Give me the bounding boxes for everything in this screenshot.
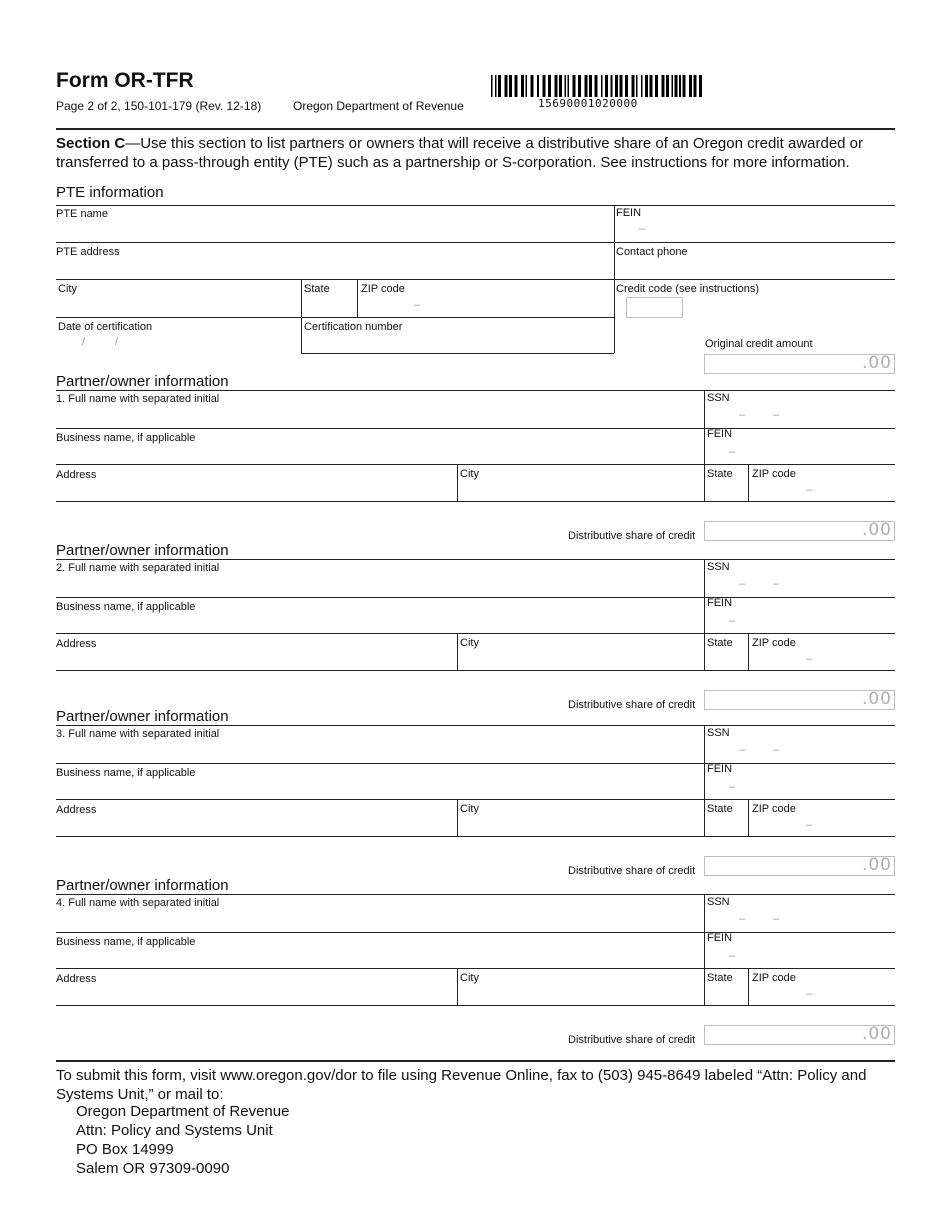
mail-address-line: PO Box 14999 (76, 1141, 174, 1158)
barcode-bar (632, 75, 635, 97)
barcode-bar (595, 75, 598, 97)
footer-rule (56, 1060, 895, 1062)
partner-address-label: Address (56, 804, 97, 816)
ssn-separator: – (739, 409, 746, 421)
date-separator: / (115, 336, 119, 348)
partner-name-label: 1. Full name with separated initial (56, 393, 220, 405)
business-name-label: Business name, if applicable (56, 601, 196, 613)
ssn-separator: – (739, 913, 746, 925)
ssn-separator: – (773, 744, 780, 756)
barcode-bar (515, 75, 518, 97)
partner-zip-label: ZIP code (752, 972, 796, 984)
partner-section-title: Partner/owner information (56, 373, 229, 390)
business-name-label: Business name, if applicable (56, 767, 196, 779)
original-credit-amount-field[interactable] (704, 354, 895, 374)
fein-separator: – (729, 615, 736, 627)
partner-address-field[interactable] (58, 984, 453, 1003)
divider (56, 725, 895, 726)
divider (357, 279, 358, 317)
partner-fein-field[interactable] (708, 946, 892, 966)
barcode-bar (531, 75, 534, 97)
partner-zip-field[interactable] (752, 815, 892, 834)
partner-section-title: Partner/owner information (56, 542, 229, 559)
partner-name-field[interactable] (58, 406, 698, 426)
partner-state-label: State (707, 803, 733, 815)
barcode-bar (615, 75, 618, 97)
partner-name-field[interactable] (58, 741, 698, 761)
divider (56, 390, 895, 391)
barcode-bar (672, 75, 674, 97)
divider (56, 501, 895, 502)
partner-state-label: State (707, 637, 733, 649)
partner-state-label: State (707, 468, 733, 480)
barcode-number: 15690001020000 (538, 97, 638, 110)
partner-zip-field[interactable] (752, 984, 892, 1003)
barcode-bar (605, 75, 608, 97)
divider (56, 1005, 895, 1006)
barcode-bar (537, 75, 539, 97)
pte-zip-field[interactable] (360, 296, 610, 316)
barcode-bar (559, 75, 562, 97)
ssn-label: SSN (707, 896, 730, 908)
barcode-bar (521, 75, 524, 97)
barcode-bar (585, 75, 588, 97)
amount-cents-suffix: .00 (861, 353, 892, 373)
partner-fein-label: FEIN (707, 597, 733, 609)
footer-instructions: To submit this form, visit www.oregon.gov/dor to file using Revenue Online, fax to (503) 945-8649 labeled “Attn: Policy and Systems Unit,” or mail to: (56, 1067, 867, 1103)
divider (704, 390, 705, 501)
pte-city-label: City (58, 283, 77, 295)
pte-zip-label: ZIP code (361, 283, 405, 295)
divider (704, 894, 705, 1005)
amount-cents-suffix: .00 (861, 1024, 892, 1044)
business-name-field[interactable] (58, 947, 698, 966)
barcode-bar (498, 75, 501, 97)
barcode-bar (601, 75, 603, 97)
distributive-share-field[interactable] (704, 1025, 895, 1045)
divider (56, 559, 895, 560)
partner-state-field[interactable] (707, 984, 746, 1003)
ssn-label: SSN (707, 561, 730, 573)
barcode-bar (543, 75, 546, 97)
amount-cents-suffix: .00 (861, 689, 892, 709)
partner-fein-field[interactable] (708, 442, 892, 462)
barcode-bar (666, 75, 669, 97)
business-name-label: Business name, if applicable (56, 936, 196, 948)
partner-city-label: City (460, 637, 479, 649)
credit-code-label: Credit code (see instructions) (616, 283, 760, 295)
partner-fein-label: FEIN (707, 763, 733, 775)
zip-separator: – (806, 819, 813, 831)
ssn-separator: – (739, 578, 746, 590)
pte-name-field[interactable] (58, 220, 608, 240)
divider (56, 597, 895, 598)
partner-state-field[interactable] (707, 815, 746, 834)
pte-fein-field[interactable] (618, 220, 888, 240)
divider (457, 464, 458, 501)
partner-name-label: 4. Full name with separated initial (56, 897, 220, 909)
distributive-share-field[interactable] (704, 521, 895, 541)
barcode-bar (555, 75, 558, 97)
divider (56, 428, 895, 429)
partner-state-field[interactable] (707, 649, 746, 668)
divider (301, 353, 614, 354)
divider (56, 894, 895, 895)
divider (56, 242, 895, 243)
divider (56, 205, 895, 206)
divider (748, 633, 749, 670)
divider (457, 799, 458, 836)
zip-separator: – (806, 653, 813, 665)
contact-phone-field[interactable] (618, 258, 888, 278)
pte-city-field[interactable] (58, 296, 296, 316)
certification-number-label: Certification number (304, 321, 403, 333)
barcode-bar (589, 75, 592, 97)
barcode-bar (625, 75, 628, 97)
barcode-bar (694, 75, 697, 97)
ssn-separator: – (773, 409, 780, 421)
ssn-label: SSN (707, 727, 730, 739)
section-c-heading: Section C (56, 135, 126, 152)
date-separator: / (82, 336, 86, 348)
partner-fein-label: FEIN (707, 428, 733, 440)
divider (56, 633, 895, 634)
page-info: Page 2 of 2, 150-101-179 (Rev. 12-18) (56, 99, 262, 113)
pte-fein-label: FEIN (616, 207, 642, 219)
amount-cents-suffix: .00 (861, 520, 892, 540)
partner-name-label: 3. Full name with separated initial (56, 728, 220, 740)
section-c-text: —Use this section to list partners or owners that will receive a distributive share of an Oregon credit awarded or transferred to a pass-through entity (PTE) such as a partnership or S-corporation. See instructions for more information. (56, 135, 864, 171)
divider (457, 633, 458, 670)
divider (56, 317, 614, 318)
divider (56, 670, 895, 671)
pte-address-field[interactable] (58, 258, 608, 278)
partner-address-field[interactable] (58, 649, 453, 668)
divider (56, 932, 895, 933)
business-name-field[interactable] (58, 778, 698, 797)
ssn-separator: – (773, 578, 780, 590)
divider (748, 464, 749, 501)
partner-state-label: State (707, 972, 733, 984)
business-name-label: Business name, if applicable (56, 432, 196, 444)
barcode-bar (611, 75, 613, 97)
barcode-bar (679, 75, 681, 97)
date-certification-label: Date of certification (58, 321, 153, 333)
divider (457, 968, 458, 1005)
partner-city-field[interactable] (461, 649, 701, 668)
barcode-bar (505, 75, 508, 97)
barcode-bar (509, 75, 512, 97)
partner-city-field[interactable] (461, 480, 701, 499)
ssn-field[interactable] (708, 405, 892, 425)
distributive-share-field[interactable] (704, 856, 895, 876)
barcode-bar (548, 75, 551, 97)
partner-name-field[interactable] (58, 575, 698, 595)
partner-address-label: Address (56, 638, 97, 650)
contact-phone-label: Contact phone (616, 246, 688, 258)
partner-fein-label: FEIN (707, 932, 733, 944)
divider (748, 968, 749, 1005)
barcode-bar (620, 75, 623, 97)
partner-section-title: Partner/owner information (56, 877, 229, 894)
partner-city-label: City (460, 972, 479, 984)
pte-state-label: State (304, 283, 330, 295)
distributive-share-field[interactable] (704, 690, 895, 710)
ssn-separator: – (773, 913, 780, 925)
credit-code-field[interactable] (626, 297, 683, 318)
distributive-share-label: Distributive share of credit (568, 1034, 696, 1046)
partner-city-label: City (460, 468, 479, 480)
date-certification-field[interactable] (58, 333, 296, 351)
partner-fein-field[interactable] (708, 777, 892, 797)
partner-state-field[interactable] (707, 480, 746, 499)
barcode-bar (565, 75, 567, 97)
partner-city-label: City (460, 803, 479, 815)
barcode-bar (699, 75, 702, 97)
ssn-separator: – (739, 744, 746, 756)
divider (748, 799, 749, 836)
partner-address-label: Address (56, 469, 97, 481)
partner-name-label: 2. Full name with separated initial (56, 562, 220, 574)
partner-city-field[interactable] (461, 815, 701, 834)
pte-address-label: PTE address (56, 246, 120, 258)
barcode-bar (675, 75, 678, 97)
ssn-field[interactable] (708, 740, 892, 760)
barcode-bar (650, 75, 653, 97)
barcode-bar (655, 75, 658, 97)
pte-zip-separator: – (414, 299, 421, 311)
mail-address-line: Salem OR 97309-0090 (76, 1160, 230, 1177)
barcode-bar (495, 75, 497, 97)
mail-address-line: Oregon Department of Revenue (76, 1103, 290, 1120)
mail-address-line: Attn: Policy and Systems Unit (76, 1122, 273, 1139)
divider (704, 725, 705, 836)
zip-separator: – (806, 988, 813, 1000)
distributive-share-label: Distributive share of credit (568, 865, 696, 877)
barcode-bar (641, 75, 643, 97)
divider (301, 279, 302, 353)
partner-zip-label: ZIP code (752, 803, 796, 815)
barcode-bar (645, 75, 648, 97)
partner-address-field[interactable] (58, 480, 453, 499)
barcode-bar (636, 75, 638, 97)
partner-zip-field[interactable] (752, 480, 892, 499)
partner-address-field[interactable] (58, 815, 453, 834)
certification-number-field[interactable] (304, 333, 610, 351)
zip-separator: – (806, 484, 813, 496)
partner-address-label: Address (56, 973, 97, 985)
barcode-bar (491, 75, 493, 97)
pte-name-label: PTE name (56, 208, 108, 220)
pte-section-title: PTE information (56, 184, 164, 201)
barcode-bar (662, 75, 665, 97)
divider (56, 464, 895, 465)
divider (56, 763, 895, 764)
barcode-bar (568, 75, 570, 97)
partner-fein-field[interactable] (708, 611, 892, 631)
pte-state-field[interactable] (304, 296, 354, 316)
divider (704, 559, 705, 670)
amount-cents-suffix: .00 (861, 855, 892, 875)
business-name-field[interactable] (58, 443, 698, 462)
barcode-bar (689, 75, 692, 97)
distributive-share-label: Distributive share of credit (568, 699, 696, 711)
ssn-label: SSN (707, 392, 730, 404)
business-name-field[interactable] (58, 612, 698, 631)
barcode-bar (573, 75, 576, 97)
section-c-instructions (56, 134, 906, 172)
divider (56, 968, 895, 969)
partner-city-field[interactable] (461, 984, 701, 1003)
ssn-field[interactable] (708, 574, 892, 594)
pte-fein-separator: – (639, 223, 646, 235)
department-name: Oregon Department of Revenue (293, 99, 464, 113)
divider (614, 205, 615, 353)
divider (56, 836, 895, 837)
fein-separator: – (729, 950, 736, 962)
barcode-bar (526, 75, 528, 97)
original-credit-amount-label: Original credit amount (705, 338, 813, 350)
barcode (491, 75, 703, 97)
divider (56, 799, 895, 800)
barcode-bar (578, 75, 581, 97)
barcode-bar (683, 75, 686, 97)
partner-zip-field[interactable] (752, 649, 892, 668)
form-title: Form OR-TFR (56, 69, 194, 92)
fein-separator: – (729, 446, 736, 458)
partner-section-title: Partner/owner information (56, 708, 229, 725)
section-rule (56, 128, 895, 130)
divider (56, 279, 895, 280)
fein-separator: – (729, 781, 736, 793)
distributive-share-label: Distributive share of credit (568, 530, 696, 542)
partner-zip-label: ZIP code (752, 468, 796, 480)
ssn-field[interactable] (708, 909, 892, 929)
partner-zip-label: ZIP code (752, 637, 796, 649)
partner-name-field[interactable] (58, 910, 698, 930)
